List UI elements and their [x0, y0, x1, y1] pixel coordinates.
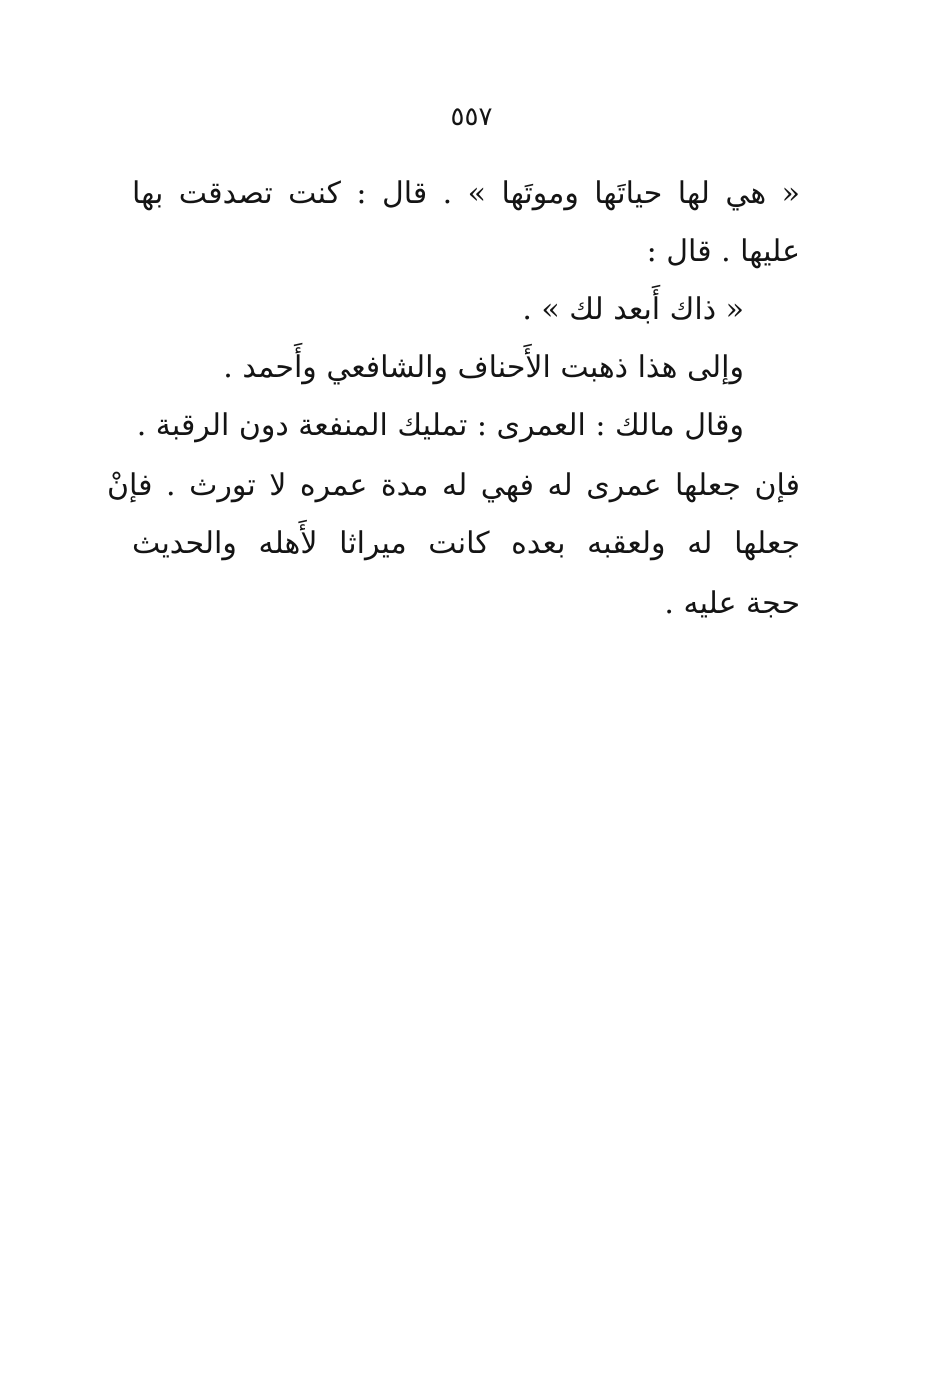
text-line-5: وقال مالك : العمرى : تمليك المنفعة دون الرقبة .: [136, 408, 744, 443]
text-line-2: عليها . قال :: [646, 234, 800, 269]
page-number: ٥٥٧: [450, 102, 493, 132]
text-line-1: « هي لها حياتَها وموتَها » . قال : كنت تصدقت بها: [132, 176, 800, 211]
text-line-7: جعلها له ولعقبه بعده كانت ميراثا لأَهله والحديث: [132, 526, 800, 561]
quote-line: « ذاك أَبعد لك » .: [522, 292, 744, 327]
text-line-6: فإن جعلها عمرى له فهي له مدة عمره لا تورث . فإنْ: [106, 468, 800, 503]
text-line-4: وإلى هذا ذهبت الأَحناف والشافعي وأَحمد .: [223, 350, 744, 385]
text-line-8: حجة عليه .: [664, 586, 800, 621]
